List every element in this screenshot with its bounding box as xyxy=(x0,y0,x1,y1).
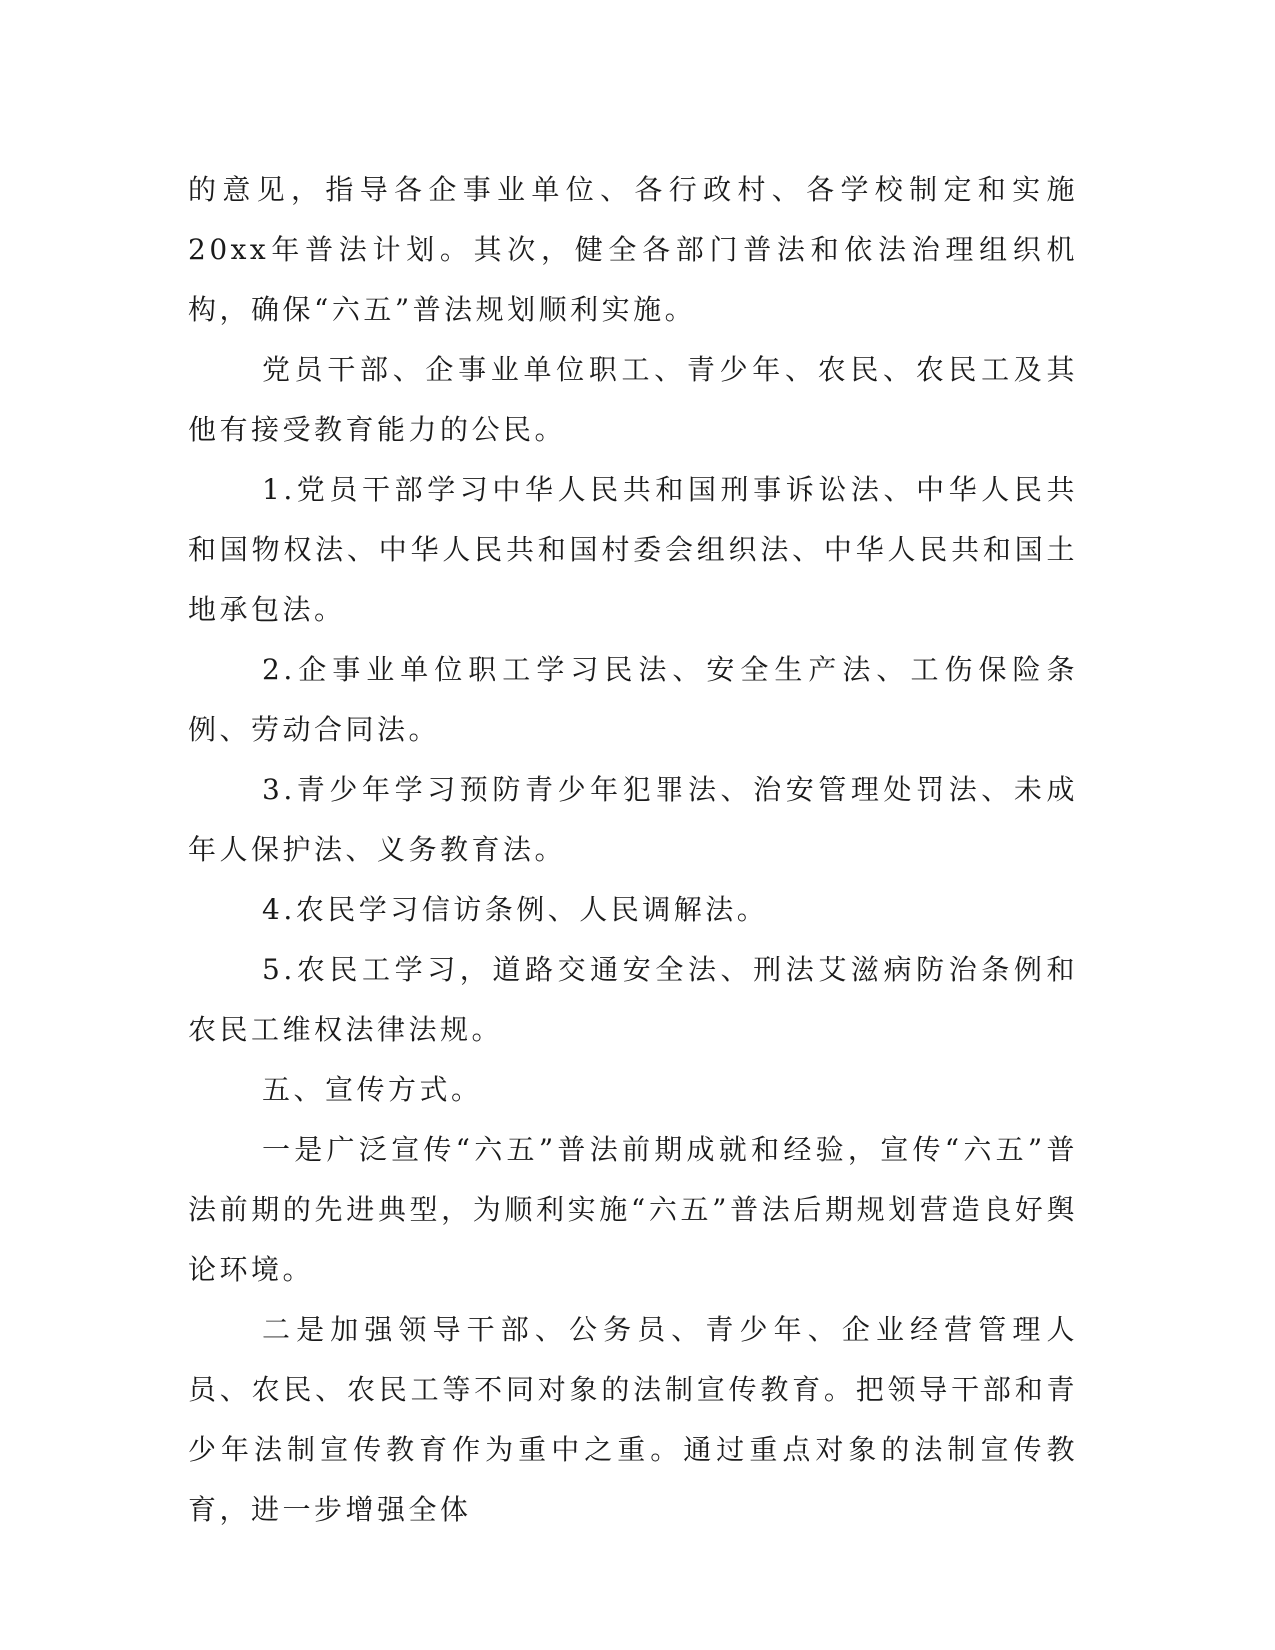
paragraph-3: 1.党员干部学习中华人民共和国刑事诉讼法、中华人民共和国物权法、中华人民共和国村委会组织法、中华人民共和国土地承包法。 xyxy=(188,473,1078,626)
paragraph-10: 二是加强领导干部、公务员、青少年、企业经营管理人员、农民、农民工等不同对象的法制宣传教育。把领导干部和青少年法制宣传教育作为重中之重。通过重点对象的法制宣传教育，进一步增强全体 xyxy=(188,1313,1078,1526)
document-body xyxy=(188,160,1078,1540)
paragraph-4: 2.企事业单位职工学习民法、安全生产法、工伤保险条例、劳动合同法。 xyxy=(188,653,1078,746)
paragraph-1: 的意见，指导各企事业单位、各行政村、各学校制定和实施20xx年普法计划。其次，健全各部门普法和依法治理组织机构，确保“六五”普法规划顺利实施。 xyxy=(188,173,1078,326)
paragraph-5: 3.青少年学习预防青少年犯罪法、治安管理处罚法、未成年人保护法、义务教育法。 xyxy=(188,773,1078,866)
section-heading: 五、宣传方式。 xyxy=(262,1073,483,1106)
paragraph-9: 一是广泛宣传“六五”普法前期成就和经验，宣传“六五”普法前期的先进典型，为顺利实施“六五”普法后期规划营造良好舆论环境。 xyxy=(188,1133,1078,1286)
paragraph-6: 4.农民学习信访条例、人民调解法。 xyxy=(262,893,769,926)
paragraph-7: 5.农民工学习，道路交通安全法、刑法艾滋病防治条例和农民工维权法律法规。 xyxy=(188,953,1078,1046)
paragraph-2: 党员干部、企事业单位职工、青少年、农民、农民工及其他有接受教育能力的公民。 xyxy=(188,353,1078,446)
